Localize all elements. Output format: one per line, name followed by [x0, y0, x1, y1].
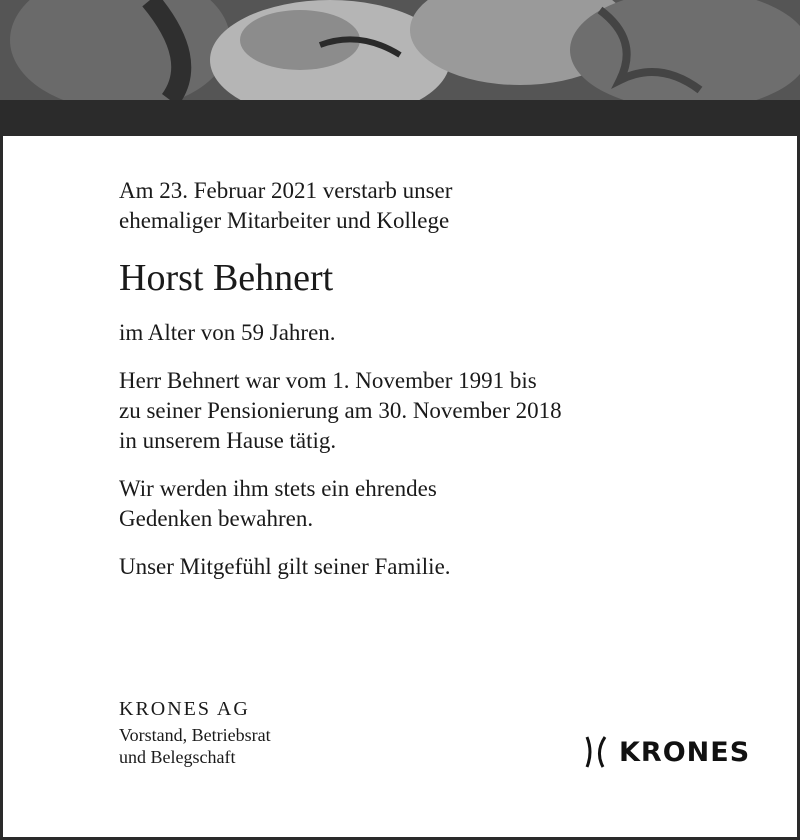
career [119, 366, 759, 456]
signature [119, 696, 439, 768]
deceased-name: Horst Behnert [119, 257, 334, 299]
condolence-line: Unser Mitgefühl gilt seiner Familie. [119, 554, 451, 579]
memory [119, 474, 759, 534]
age-line: im Alter von 59 Jahren. [119, 320, 336, 345]
career-line: Herr Behnert war vom 1. November 1991 bis [119, 368, 537, 393]
statue-photo [0, 0, 800, 100]
signature-line: Vorstand, Betriebsrat [119, 725, 271, 745]
obituary-text [119, 176, 759, 582]
intro [119, 176, 759, 236]
krones-logo-mark-icon [583, 733, 611, 771]
dark-band [0, 100, 800, 136]
intro-line: Am 23. Februar 2021 verstarb unser [119, 178, 453, 203]
memory-line: Wir werden ihm stets ein ehrendes [119, 476, 437, 501]
signature-line: und Belegschaft [119, 747, 236, 767]
signature-company: KRONES AG [119, 698, 250, 720]
memory-line: Gedenken bewahren. [119, 506, 314, 531]
intro-line: ehemaliger Mitarbeiter und Kollege [119, 208, 450, 233]
obituary-panel [3, 136, 797, 837]
career-line: zu seiner Pensionierung am 30. November 2018 [119, 398, 562, 423]
career-line: in unserem Hause tätig. [119, 428, 337, 453]
krones-logo [583, 732, 763, 772]
logo-text: KRONES [619, 736, 751, 768]
